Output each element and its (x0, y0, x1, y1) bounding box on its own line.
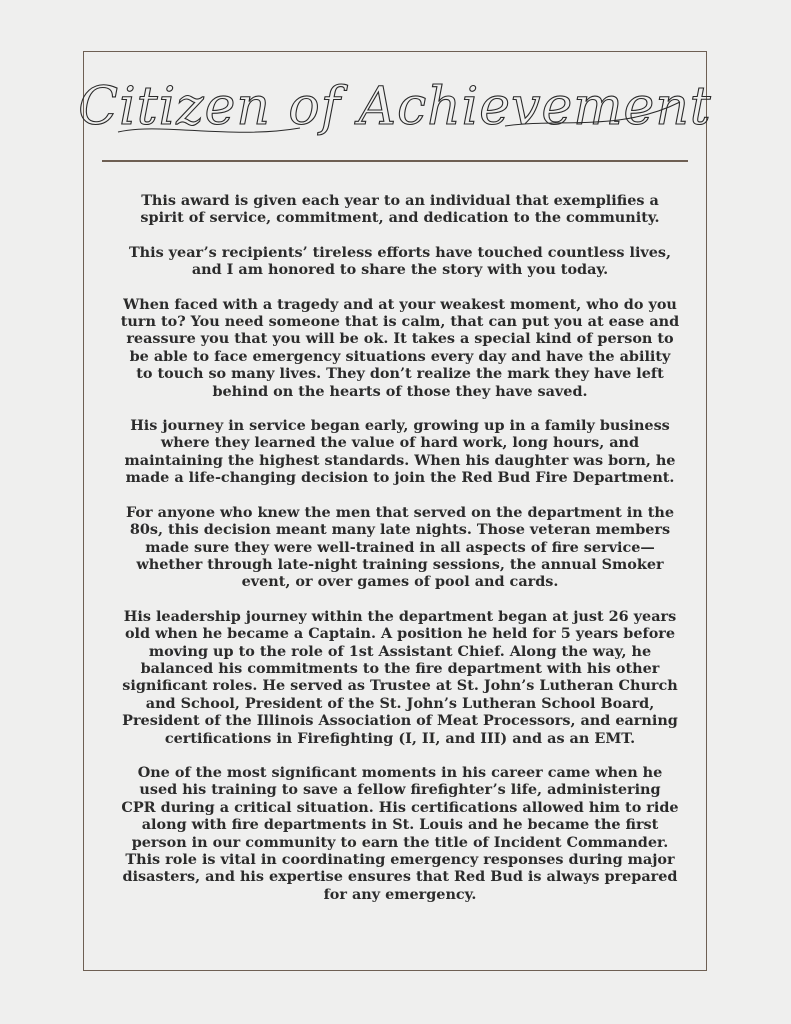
award-text (120, 192, 680, 920)
paragraph-2: This year’s recipients’ tireless efforts have touched countless lives, and I am honored to share the story with you today. (128, 243, 672, 279)
title-area (0, 62, 791, 162)
title-divider (102, 160, 688, 162)
paragraph-1: This award is given each year to an individual that exemplifies a spirit of service, commitment, and dedication to the community. (140, 192, 660, 227)
paragraph-5: For anyone who knew the men that served on the department in the 80s, this decision meant many late nights. Those veteran members made sure they were well-trained in all aspects of fire service—whether through late-night training sessions, the annual Smoker event, or over games of pool and cards. (126, 503, 674, 591)
page-title: Citizen of Achievement (78, 77, 712, 137)
paragraph-4: His journey in service began early, growing up in a family business where they learned the value of hard work, long hours, and maintaining the highest standards. When his daughter was born, he made a life-changing decision to join the Red Bud Fire Department. (124, 417, 676, 487)
paragraph-7: One of the most significant moments in his career came when he used his training to save a fellow firefighter’s life, administering CPR during a critical situation. His certifications allowed him to ride along with fire departments in St. Louis and he became the first person in our community to earn the title of Incident Commander. This role is vital in coordinating emergency responses during major disasters, and his expertise ensures that Red Bud is always prepared for any emergency. (121, 763, 679, 903)
paragraph-6: His leadership journey within the department began at just 26 years old when he became a Captain. A position he held for 5 years before moving up to the role of 1st Assistant Chief. Along the way, he balanced his commitments to the fire department with his other significant roles. He served as Trustee at St. John’s Lutheran Church and School, President of the St. John’s Lutheran School Board, President of the Illinois Association of Meat Processors, and earning certifications in Firefighting (I, II, and III) and as an EMT. (122, 607, 678, 747)
paragraph-3: When faced with a tragedy and at your weakest moment, who do you turn to? You need someone that is calm, that can put you at ease and reassure you that you will be ok. It takes a special kind of person to be able to face emergency situations every day and have the ability to touch so many lives. They don’t realize the mark they have left behind on the hearts of those they have saved. (120, 295, 680, 400)
script-title-graphic (0, 62, 791, 162)
